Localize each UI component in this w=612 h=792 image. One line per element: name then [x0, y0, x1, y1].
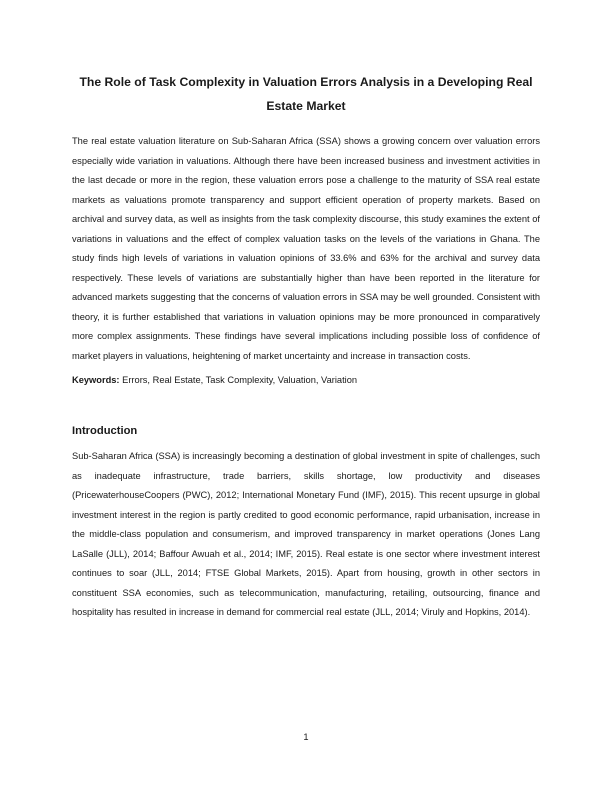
- abstract-paragraph: The real estate valuation literature on Sub-Saharan Africa (SSA) shows a growing concern over valuation errors especially wide variation in valuations. Although there have been increased business and investment activities in the last decade or more in the region, these valuation errors pose a challenge to the maturity of SSA real estate markets as valuations promote transparency and support efficient operation of property markets. Based on archival and survey data, as well as insights from the task complexity discourse, this study examines the extent of variations in valuations and the effect of complex valuation tasks on the levels of the variations in Ghana. The study finds high levels of variations in valuation opinions of 33.6% and 63% for the archival and survey data respectively. These levels of variations are substantially higher than have been reported in the literature for advanced markets suggesting that the concerns of valuation errors in SSA may be well grounded. Consistent with theory, it is further established that variations in valuation opinions may be more pronounced in comparatively more complex assignments. These findings have several implications including possible loss of confidence of market players in valuations, heightening of market uncertainty and increase in transaction costs.: [72, 136, 540, 361]
- paper-page: [72, 60, 540, 623]
- keywords-line: [72, 371, 540, 390]
- paper-title: The Role of Task Complexity in Valuation Errors Analysis in a Developing Real Estate Market: [79, 75, 533, 113]
- introduction-heading: Introduction: [72, 425, 138, 437]
- keywords-label: Keywords:: [72, 375, 120, 385]
- introduction-paragraph: Sub-Saharan Africa (SSA) is increasingly becoming a destination of global investment in spite of challenges, such as inadequate infrastructure, trade barriers, skills shortage, low productivity and diseases (PricewaterhouseCoopers (PWC), 2012; International Monetary Fund (IMF), 2015). This recent upsurge in global investment interest in the region is partly credited to good economic performance, rapid urbanisation, increase in the middle-class population and consumerism, and improved transparency in market operations (Jones Lang LaSalle (JLL), 2014; Baffour Awuah et al., 2014; IMF, 2015). Real estate is one sector where investment interest continues to soar (JLL, 2014; FTSE Global Markets, 2015). Apart from housing, growth in other sectors in constituent SSA economies, such as telecommunication, manufacturing, retailing, outsourcing, finance and hospitality has resulted in increase in demand for commercial real estate (JLL, 2014; Viruly and Hopkins, 2014).: [72, 451, 540, 617]
- page-number: 1: [303, 732, 309, 742]
- keywords-list: Errors, Real Estate, Task Complexity, Valuation, Variation: [122, 375, 358, 385]
